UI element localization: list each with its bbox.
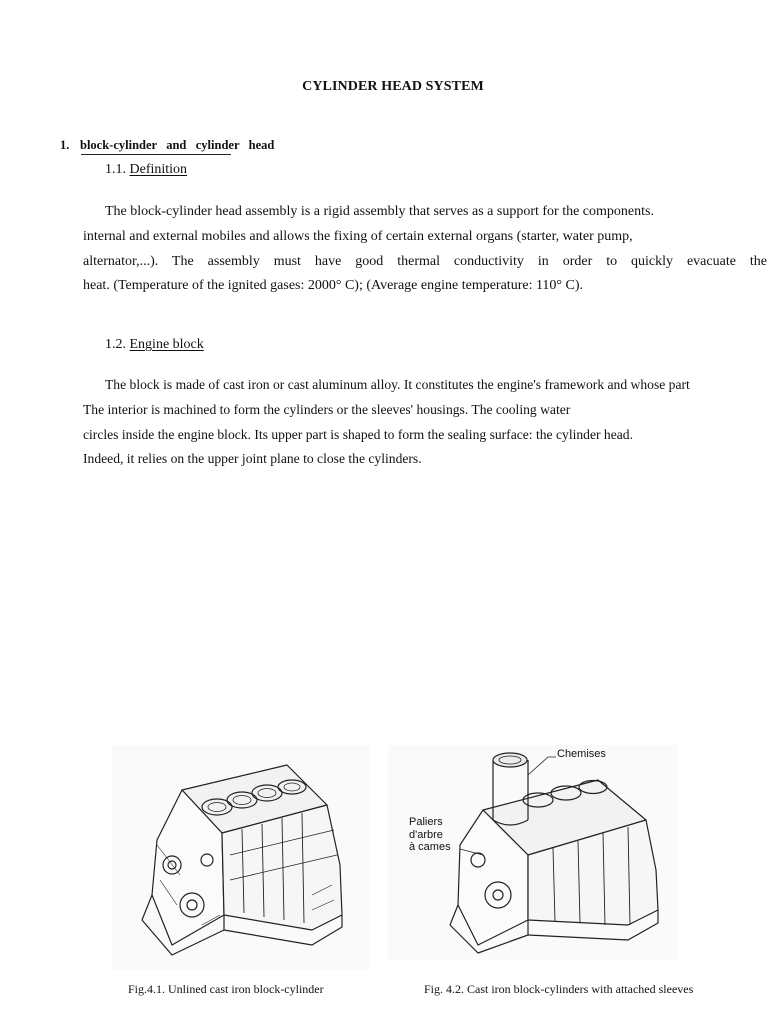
subsection-label: Engine block: [129, 337, 204, 352]
figure-engine-block-sleeves: [388, 745, 678, 960]
subsection-number: 1.1.: [105, 162, 126, 177]
paragraph-line: The block-cylinder head assembly is a rigid assembly that serves as a support for the components.: [105, 204, 654, 219]
subsection-heading-definition: [105, 162, 187, 178]
paragraph-line: The interior is machined to form the cylinders or the sleeves' housings. The cooling water: [83, 401, 571, 417]
paliers-label-line: Paliers: [409, 816, 443, 828]
paliers-label-line: à cames: [409, 841, 451, 853]
page-title: CYLINDER HEAD SYSTEM: [302, 79, 484, 94]
paliers-label-line: d'arbre: [409, 828, 443, 841]
engine-block-illustration: [112, 745, 370, 970]
paragraph-line: The block is made of cast iron or cast aluminum alloy. It constitutes the engine's framework and whose part: [105, 377, 690, 392]
chemises-label: Chemises: [557, 748, 606, 760]
heading-underline: [81, 154, 231, 155]
paragraph-line: circles inside the engine block. Its upper part is shaped to form the sealing surface: the cylinder head.: [83, 426, 633, 442]
paragraph-line: internal and external mobiles and allows the fixing of certain external organs (starter, water pump,: [83, 228, 633, 244]
paragraph-line: alternator,...). The assembly must have good thermal conductivity in order to quickly evacuate the: [83, 253, 767, 269]
section-number: 1.: [60, 138, 70, 152]
section-heading: [60, 138, 274, 153]
section-heading-text: block-cylinder and cylinder head: [80, 138, 275, 152]
paragraph-line: heat. (Temperature of the ignited gases: 2000° C); (Average engine temperature: 110° C).: [83, 278, 584, 294]
figure-caption-4-1: Fig.4.1. Unlined cast iron block-cylinder: [128, 982, 324, 996]
paliers-label: [409, 816, 451, 854]
subsection-number: 1.2.: [105, 337, 126, 352]
paragraph-line: Indeed, it relies on the upper joint plane to close the cylinders.: [83, 451, 422, 467]
engine-block-paragraph: [83, 373, 767, 472]
figure-engine-block-unlined: [112, 745, 370, 970]
subsection-label: Definition: [129, 162, 188, 177]
definition-paragraph: [83, 200, 767, 299]
figure-caption-4-2: Fig. 4.2. Cast iron block-cylinders with attached sleeves: [424, 982, 694, 996]
subsection-heading-engine-block: [105, 337, 204, 353]
